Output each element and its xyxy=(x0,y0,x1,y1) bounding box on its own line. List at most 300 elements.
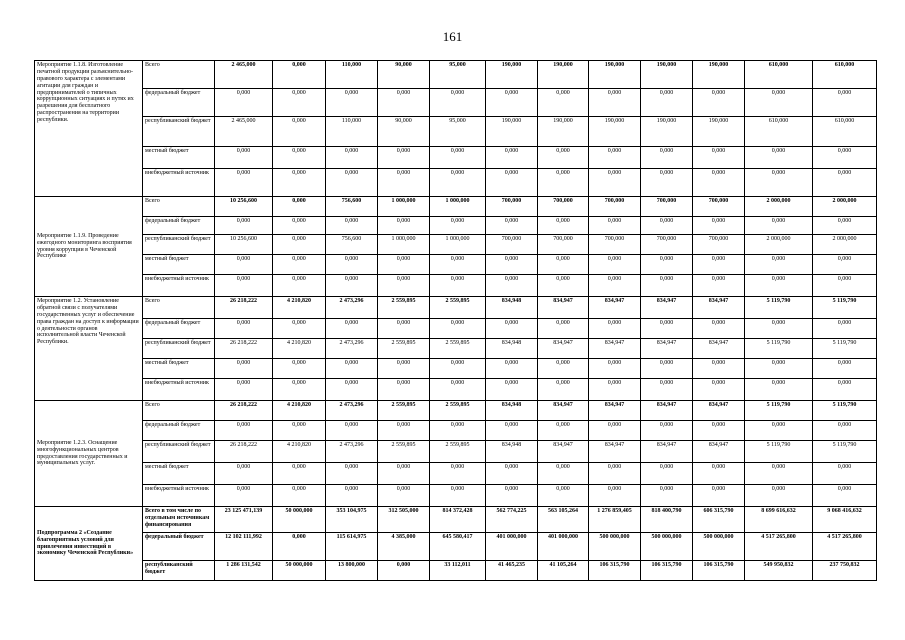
funding-source: Всего xyxy=(143,401,215,421)
amount-cell: 2 000,000 xyxy=(813,197,877,217)
amount-cell: 190,000 xyxy=(589,117,641,147)
amount-cell: 0,000 xyxy=(693,379,745,401)
amount-cell: 0,000 xyxy=(486,421,538,441)
funding-source: республиканский бюджет xyxy=(143,441,215,463)
amount-cell: 0,000 xyxy=(273,169,326,197)
amount-cell: 0,000 xyxy=(813,89,877,117)
amount-cell: 5 119,790 xyxy=(745,297,813,319)
amount-cell: 0,000 xyxy=(745,147,813,169)
amount-cell: 0,000 xyxy=(745,255,813,275)
amount-cell: 23 125 471,139 xyxy=(215,507,273,533)
table-row xyxy=(35,561,877,581)
amount-cell: 0,000 xyxy=(813,379,877,401)
amount-cell: 834,947 xyxy=(693,401,745,421)
amount-cell: 2 465,000 xyxy=(215,61,273,89)
amount-cell: 5 119,790 xyxy=(813,297,877,319)
amount-cell: 237 750,832 xyxy=(813,561,877,581)
amount-cell: 0,000 xyxy=(589,89,641,117)
funding-source: федеральный бюджет xyxy=(143,217,215,235)
amount-cell: 834,947 xyxy=(589,339,641,359)
amount-cell: 0,000 xyxy=(813,485,877,507)
amount-cell: 610,000 xyxy=(813,61,877,89)
amount-cell: 5 119,790 xyxy=(813,441,877,463)
amount-cell: 0,000 xyxy=(641,359,693,379)
amount-cell: 700,000 xyxy=(641,197,693,217)
amount-cell: 700,000 xyxy=(486,235,538,255)
amount-cell: 0,000 xyxy=(538,421,589,441)
amount-cell: 0,000 xyxy=(486,169,538,197)
amount-cell: 0,000 xyxy=(538,169,589,197)
amount-cell: 0,000 xyxy=(273,533,326,561)
amount-cell: 0,000 xyxy=(215,169,273,197)
amount-cell: 190,000 xyxy=(538,61,589,89)
amount-cell: 2 000,000 xyxy=(745,197,813,217)
amount-cell: 0,000 xyxy=(745,319,813,339)
amount-cell: 0,000 xyxy=(486,217,538,235)
table-row xyxy=(35,217,877,235)
amount-cell: 2 473,296 xyxy=(326,297,378,319)
amount-cell: 0,000 xyxy=(813,217,877,235)
amount-cell: 1 276 859,405 xyxy=(589,507,641,533)
amount-cell: 0,000 xyxy=(273,275,326,297)
amount-cell: 834,947 xyxy=(641,401,693,421)
amount-cell: 0,000 xyxy=(430,147,486,169)
amount-cell: 0,000 xyxy=(326,319,378,339)
amount-cell: 26 218,222 xyxy=(215,401,273,421)
table-row xyxy=(35,319,877,339)
amount-cell: 9 068 416,632 xyxy=(813,507,877,533)
amount-cell: 0,000 xyxy=(378,217,430,235)
amount-cell: 834,948 xyxy=(486,339,538,359)
amount-cell: 0,000 xyxy=(378,89,430,117)
amount-cell: 0,000 xyxy=(273,197,326,217)
amount-cell: 26 218,222 xyxy=(215,441,273,463)
amount-cell: 12 102 111,992 xyxy=(215,533,273,561)
amount-cell: 818 400,790 xyxy=(641,507,693,533)
table-row xyxy=(35,421,877,441)
amount-cell: 0,000 xyxy=(745,379,813,401)
amount-cell: 814 372,428 xyxy=(430,507,486,533)
amount-cell: 0,000 xyxy=(273,61,326,89)
amount-cell: 0,000 xyxy=(641,89,693,117)
amount-cell: 0,000 xyxy=(589,421,641,441)
amount-cell: 26 218,222 xyxy=(215,297,273,319)
funding-source: внебюджетный источник xyxy=(143,379,215,401)
amount-cell: 0,000 xyxy=(326,147,378,169)
amount-cell: 2 473,296 xyxy=(326,441,378,463)
amount-cell: 0,000 xyxy=(538,359,589,379)
amount-cell: 0,000 xyxy=(589,359,641,379)
amount-cell: 834,947 xyxy=(589,441,641,463)
amount-cell: 0,000 xyxy=(745,217,813,235)
amount-cell: 0,000 xyxy=(813,421,877,441)
amount-cell: 0,000 xyxy=(273,379,326,401)
table-row xyxy=(35,117,877,147)
amount-cell: 0,000 xyxy=(538,485,589,507)
funding-source: федеральный бюджет xyxy=(143,421,215,441)
amount-cell: 700,000 xyxy=(693,235,745,255)
amount-cell: 0,000 xyxy=(378,359,430,379)
table-row xyxy=(35,61,877,89)
table-row xyxy=(35,255,877,275)
amount-cell: 2 000,000 xyxy=(813,235,877,255)
amount-cell: 2 559,895 xyxy=(378,401,430,421)
amount-cell: 4 210,820 xyxy=(273,401,326,421)
amount-cell: 0,000 xyxy=(693,147,745,169)
amount-cell: 0,000 xyxy=(378,319,430,339)
amount-cell: 0,000 xyxy=(486,379,538,401)
amount-cell: 0,000 xyxy=(641,379,693,401)
amount-cell: 834,947 xyxy=(641,441,693,463)
amount-cell: 0,000 xyxy=(378,421,430,441)
amount-cell: 0,000 xyxy=(745,89,813,117)
amount-cell: 0,000 xyxy=(215,485,273,507)
amount-cell: 834,947 xyxy=(538,441,589,463)
amount-cell: 106 315,790 xyxy=(641,561,693,581)
amount-cell: 0,000 xyxy=(326,169,378,197)
amount-cell: 0,000 xyxy=(273,255,326,275)
amount-cell: 2 559,895 xyxy=(430,339,486,359)
amount-cell: 41 465,235 xyxy=(486,561,538,581)
amount-cell: 0,000 xyxy=(215,359,273,379)
amount-cell: 0,000 xyxy=(486,255,538,275)
amount-cell: 26 218,222 xyxy=(215,339,273,359)
amount-cell: 0,000 xyxy=(486,89,538,117)
amount-cell: 0,000 xyxy=(745,169,813,197)
amount-cell: 0,000 xyxy=(745,485,813,507)
amount-cell: 2 000,000 xyxy=(745,235,813,255)
amount-cell: 190,000 xyxy=(486,117,538,147)
amount-cell: 0,000 xyxy=(538,255,589,275)
amount-cell: 549 950,832 xyxy=(745,561,813,581)
amount-cell: 8 699 616,632 xyxy=(745,507,813,533)
funding-source: федеральный бюджет xyxy=(143,533,215,561)
amount-cell: 0,000 xyxy=(215,463,273,485)
amount-cell: 0,000 xyxy=(693,319,745,339)
table-row xyxy=(35,463,877,485)
funding-source: местный бюджет xyxy=(143,359,215,379)
table-row xyxy=(35,275,877,297)
page-number: 161 xyxy=(442,29,463,44)
amount-cell: 0,000 xyxy=(538,379,589,401)
funding-source: Всего в том числе по отдельным источникам финансирования xyxy=(143,507,215,533)
amount-cell: 834,948 xyxy=(486,441,538,463)
amount-cell: 2 559,895 xyxy=(430,441,486,463)
amount-cell: 0,000 xyxy=(326,359,378,379)
amount-cell: 500 000,000 xyxy=(693,533,745,561)
amount-cell: 834,948 xyxy=(486,401,538,421)
funding-source: местный бюджет xyxy=(143,255,215,275)
amount-cell: 0,000 xyxy=(486,359,538,379)
amount-cell: 834,947 xyxy=(589,401,641,421)
amount-cell: 610,000 xyxy=(813,117,877,147)
table-row xyxy=(35,89,877,117)
amount-cell: 0,000 xyxy=(273,485,326,507)
amount-cell: 0,000 xyxy=(215,147,273,169)
table-row xyxy=(35,235,877,255)
amount-cell: 0,000 xyxy=(378,255,430,275)
amount-cell: 0,000 xyxy=(693,359,745,379)
amount-cell: 0,000 xyxy=(589,217,641,235)
amount-cell: 0,000 xyxy=(378,169,430,197)
amount-cell: 110,000 xyxy=(326,117,378,147)
amount-cell: 0,000 xyxy=(538,275,589,297)
amount-cell: 190,000 xyxy=(589,61,641,89)
measure-name: Мероприятие 1.2. Установление обратной связи с получателями государственных услуг и обеспечение права граждан на доступ к информации о деятельности органов исполнительной власти Чеченской Республики. xyxy=(35,297,143,401)
amount-cell: 0,000 xyxy=(641,147,693,169)
amount-cell: 0,000 xyxy=(813,275,877,297)
amount-cell: 0,000 xyxy=(693,463,745,485)
amount-cell: 834,947 xyxy=(589,297,641,319)
amount-cell: 0,000 xyxy=(378,275,430,297)
amount-cell: 0,000 xyxy=(430,255,486,275)
amount-cell: 0,000 xyxy=(486,485,538,507)
amount-cell: 0,000 xyxy=(215,89,273,117)
funding-source: республиканский бюджет xyxy=(143,561,215,581)
amount-cell: 2 559,895 xyxy=(378,441,430,463)
amount-cell: 0,000 xyxy=(215,319,273,339)
amount-cell: 700,000 xyxy=(486,197,538,217)
amount-cell: 4 517 265,800 xyxy=(813,533,877,561)
amount-cell: 4 210,820 xyxy=(273,441,326,463)
amount-cell: 0,000 xyxy=(589,485,641,507)
amount-cell: 0,000 xyxy=(273,147,326,169)
amount-cell: 0,000 xyxy=(215,275,273,297)
amount-cell: 0,000 xyxy=(326,379,378,401)
amount-cell: 2 465,000 xyxy=(215,117,273,147)
amount-cell: 0,000 xyxy=(589,169,641,197)
amount-cell: 95,000 xyxy=(430,117,486,147)
amount-cell: 0,000 xyxy=(745,463,813,485)
amount-cell: 4 385,000 xyxy=(378,533,430,561)
amount-cell: 0,000 xyxy=(693,255,745,275)
amount-cell: 0,000 xyxy=(813,147,877,169)
amount-cell: 190,000 xyxy=(486,61,538,89)
amount-cell: 5 119,790 xyxy=(813,339,877,359)
amount-cell: 0,000 xyxy=(430,169,486,197)
amount-cell: 5 119,790 xyxy=(745,339,813,359)
amount-cell: 0,000 xyxy=(326,463,378,485)
amount-cell: 0,000 xyxy=(430,463,486,485)
amount-cell: 2 473,296 xyxy=(326,401,378,421)
amount-cell: 90,000 xyxy=(378,117,430,147)
table-row xyxy=(35,379,877,401)
amount-cell: 312 505,000 xyxy=(378,507,430,533)
amount-cell: 834,947 xyxy=(538,297,589,319)
amount-cell: 0,000 xyxy=(589,319,641,339)
funding-source: федеральный бюджет xyxy=(143,319,215,339)
table-row xyxy=(35,147,877,169)
amount-cell: 0,000 xyxy=(693,217,745,235)
amount-cell: 190,000 xyxy=(641,117,693,147)
funding-source: республиканский бюджет xyxy=(143,235,215,255)
amount-cell: 700,000 xyxy=(589,235,641,255)
amount-cell: 0,000 xyxy=(813,359,877,379)
amount-cell: 190,000 xyxy=(693,61,745,89)
amount-cell: 0,000 xyxy=(273,421,326,441)
amount-cell: 700,000 xyxy=(538,197,589,217)
amount-cell: 645 580,417 xyxy=(430,533,486,561)
table-row xyxy=(35,339,877,359)
amount-cell: 0,000 xyxy=(538,463,589,485)
amount-cell: 0,000 xyxy=(486,147,538,169)
amount-cell: 0,000 xyxy=(430,319,486,339)
amount-cell: 33 112,011 xyxy=(430,561,486,581)
amount-cell: 0,000 xyxy=(813,463,877,485)
amount-cell: 0,000 xyxy=(273,319,326,339)
funding-source: Всего xyxy=(143,61,215,89)
amount-cell: 0,000 xyxy=(745,359,813,379)
amount-cell: 0,000 xyxy=(486,463,538,485)
amount-cell: 0,000 xyxy=(693,421,745,441)
amount-cell: 5 119,790 xyxy=(745,441,813,463)
amount-cell: 110,000 xyxy=(326,61,378,89)
amount-cell: 700,000 xyxy=(589,197,641,217)
amount-cell: 1 000,000 xyxy=(430,235,486,255)
amount-cell: 4 210,820 xyxy=(273,297,326,319)
amount-cell: 0,000 xyxy=(378,561,430,581)
table-row xyxy=(35,197,877,217)
amount-cell: 106 315,790 xyxy=(693,561,745,581)
funding-source: внебюджетный источник xyxy=(143,275,215,297)
budget-table xyxy=(34,60,877,581)
funding-source: федеральный бюджет xyxy=(143,89,215,117)
amount-cell: 0,000 xyxy=(641,319,693,339)
amount-cell: 0,000 xyxy=(486,319,538,339)
amount-cell: 700,000 xyxy=(538,235,589,255)
table-row xyxy=(35,507,877,533)
amount-cell: 0,000 xyxy=(641,255,693,275)
amount-cell: 700,000 xyxy=(641,235,693,255)
measure-name: Подпрограмма 2 «Создание благоприятных условий для привлечения инвестиций в экономику Чеченской Республики» xyxy=(35,507,143,581)
amount-cell: 0,000 xyxy=(641,421,693,441)
amount-cell: 756,600 xyxy=(326,235,378,255)
amount-cell: 0,000 xyxy=(273,117,326,147)
amount-cell: 562 774,225 xyxy=(486,507,538,533)
amount-cell: 0,000 xyxy=(273,89,326,117)
amount-cell: 0,000 xyxy=(215,421,273,441)
amount-cell: 0,000 xyxy=(589,379,641,401)
amount-cell: 0,000 xyxy=(538,217,589,235)
amount-cell: 4 210,820 xyxy=(273,339,326,359)
amount-cell: 353 104,975 xyxy=(326,507,378,533)
amount-cell: 190,000 xyxy=(538,117,589,147)
amount-cell: 2 473,296 xyxy=(326,339,378,359)
amount-cell: 0,000 xyxy=(641,275,693,297)
amount-cell: 0,000 xyxy=(641,217,693,235)
amount-cell: 834,947 xyxy=(693,339,745,359)
amount-cell: 0,000 xyxy=(326,421,378,441)
amount-cell: 0,000 xyxy=(813,169,877,197)
amount-cell: 0,000 xyxy=(378,147,430,169)
amount-cell: 0,000 xyxy=(589,147,641,169)
amount-cell: 0,000 xyxy=(430,379,486,401)
table-row xyxy=(35,169,877,197)
amount-cell: 500 000,000 xyxy=(641,533,693,561)
funding-source: Всего xyxy=(143,197,215,217)
amount-cell: 0,000 xyxy=(430,217,486,235)
table-row xyxy=(35,485,877,507)
amount-cell: 834,947 xyxy=(641,297,693,319)
amount-cell: 0,000 xyxy=(589,255,641,275)
amount-cell: 0,000 xyxy=(589,463,641,485)
amount-cell: 0,000 xyxy=(486,275,538,297)
amount-cell: 0,000 xyxy=(273,217,326,235)
amount-cell: 0,000 xyxy=(693,485,745,507)
amount-cell: 834,947 xyxy=(538,339,589,359)
amount-cell: 0,000 xyxy=(589,275,641,297)
amount-cell: 756,600 xyxy=(326,197,378,217)
amount-cell: 10 256,600 xyxy=(215,197,273,217)
table-row xyxy=(35,441,877,463)
amount-cell: 0,000 xyxy=(693,89,745,117)
amount-cell: 610,000 xyxy=(745,61,813,89)
amount-cell: 0,000 xyxy=(378,379,430,401)
amount-cell: 0,000 xyxy=(430,485,486,507)
measure-name: Мероприятие 1.1.8. Изготовление печатной продукции разъяснительно-правового характера с элементами агитации для граждан и предпринимателей о типичных коррупционных ситуациях и путях их разрешения для бесплатного распространения на территории республики. xyxy=(35,61,143,197)
amount-cell: 2 559,895 xyxy=(378,297,430,319)
amount-cell: 0,000 xyxy=(326,255,378,275)
amount-cell: 5 119,790 xyxy=(813,401,877,421)
amount-cell: 0,000 xyxy=(326,485,378,507)
amount-cell: 0,000 xyxy=(273,235,326,255)
funding-source: внебюджетный источник xyxy=(143,169,215,197)
amount-cell: 0,000 xyxy=(326,89,378,117)
amount-cell: 1 000,000 xyxy=(430,197,486,217)
funding-source: местный бюджет xyxy=(143,463,215,485)
amount-cell: 50 000,000 xyxy=(273,561,326,581)
amount-cell: 0,000 xyxy=(538,147,589,169)
table-row xyxy=(35,401,877,421)
amount-cell: 0,000 xyxy=(378,485,430,507)
amount-cell: 0,000 xyxy=(538,89,589,117)
amount-cell: 95,000 xyxy=(430,61,486,89)
amount-cell: 41 105,264 xyxy=(538,561,589,581)
amount-cell: 0,000 xyxy=(430,275,486,297)
measure-name: Мероприятие 1.2.3. Оснащение многофункциональных центров предоставления государственных и муниципальных услуг. xyxy=(35,401,143,507)
amount-cell: 5 119,790 xyxy=(745,401,813,421)
amount-cell: 610,000 xyxy=(745,117,813,147)
funding-source: республиканский бюджет xyxy=(143,339,215,359)
amount-cell: 2 559,895 xyxy=(378,339,430,359)
amount-cell: 190,000 xyxy=(641,61,693,89)
amount-cell: 563 105,264 xyxy=(538,507,589,533)
amount-cell: 0,000 xyxy=(326,217,378,235)
amount-cell: 0,000 xyxy=(215,217,273,235)
amount-cell: 0,000 xyxy=(745,275,813,297)
amount-cell: 834,947 xyxy=(538,401,589,421)
funding-source: Всего xyxy=(143,297,215,319)
measure-name: Мероприятие 1.1.9. Проведение ежегодного мониторинга восприятия уровня коррупции в Чеченской Республике xyxy=(35,197,143,297)
amount-cell: 0,000 xyxy=(641,485,693,507)
amount-cell: 834,948 xyxy=(486,297,538,319)
amount-cell: 0,000 xyxy=(693,275,745,297)
amount-cell: 500 000,000 xyxy=(589,533,641,561)
amount-cell: 0,000 xyxy=(215,255,273,275)
amount-cell: 834,947 xyxy=(641,339,693,359)
amount-cell: 1 286 131,542 xyxy=(215,561,273,581)
amount-cell: 115 614,975 xyxy=(326,533,378,561)
amount-cell: 0,000 xyxy=(745,421,813,441)
funding-source: внебюджетный источник xyxy=(143,485,215,507)
amount-cell: 0,000 xyxy=(273,359,326,379)
amount-cell: 13 800,000 xyxy=(326,561,378,581)
table-row xyxy=(35,533,877,561)
amount-cell: 0,000 xyxy=(641,463,693,485)
amount-cell: 4 517 265,800 xyxy=(745,533,813,561)
amount-cell: 2 559,895 xyxy=(430,297,486,319)
amount-cell: 0,000 xyxy=(693,169,745,197)
